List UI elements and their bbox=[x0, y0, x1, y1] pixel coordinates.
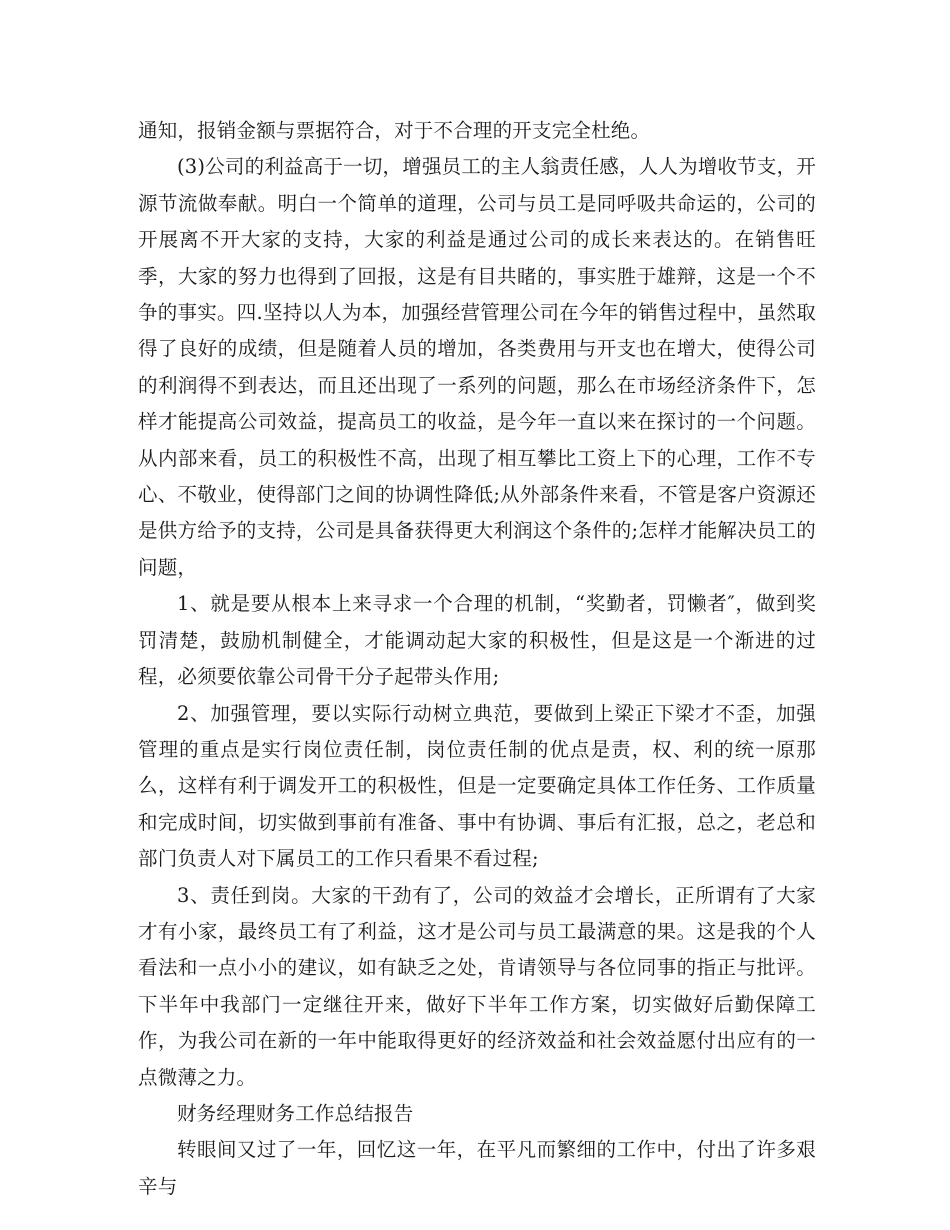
paragraph-notice-continuation: 通知，报销金额与票据符合，对于不合理的开支完全杜绝。 bbox=[138, 119, 651, 142]
paragraph-report-opening: 转眼间又过了一年，回忆这一年，在平凡而繁细的工作中，付出了许多艰辛与 bbox=[138, 1138, 816, 1198]
document-body bbox=[138, 113, 816, 1205]
paragraph-item-3-responsibility: 3、责任到岗。大家的干劲有了，公司的效益才会增长，正所谓有了大家才有小家，最终员工有了利益，这才是公司与员工最满意的果。这是我的个人看法和一点小小的建议，如有缺乏之处，肯请领导与各位同事的指正与批评。下半年中我部门一定继往开来，做好下半年工作方案，切实做好后勤保障工作，为我公司在新的一年中能取得更好的经济效益和社会效益愿付出应有的一点微薄之力。 bbox=[138, 883, 816, 1089]
paragraph-company-interest: (3)公司的利益高于一切，增强员工的主人翁责任感，人人为增收节支，开源节流做奉献。明白一个简单的道理，公司与员工是同呼吸共命运的，公司的开展离不开大家的支持，大家的利益是通过公司的成长来表达的。在销售旺季，大家的努力也得到了回报，这是有目共睹的，事实胜于雄辩，这是一个不争的事实。四.坚持以人为本，加强经营管理公司在今年的销售过程中，虽然取得了良好的成绩，但是随着人员的增加，各类费用与开支也在增大，使得公司的利润得不到表达，而且还出现了一系列的问题，那么在市场经济条件下，怎样才能提高公司效益，提高员工的收益，是今年一直以来在探讨的一个问题。从内部来看，员工的积极性不高，出现了相互攀比工资上下的心理，工作不专心、不敬业，使得部门之间的协调性降低;从外部条件来看，不管是客户资源还是供方给予的支持，公司是具备获得更大利润这个条件的;怎样才能解决员工的问题， bbox=[138, 155, 816, 579]
section-heading-finance-report: 财务经理财务工作总结报告 bbox=[177, 1101, 414, 1125]
paragraph-item-1-mechanism: 1、就是要从根本上来寻求一个合理的机制，“奖勤者，罚懒者″，做到奖罚清楚，鼓励机制健全，才能调动起大家的积极性，但是这是一个渐进的过程，必须要依靠公司骨干分子起带头作用; bbox=[138, 592, 816, 689]
paragraph-item-2-management: 2、加强管理，要以实际行动树立典范，要做到上梁正下梁才不歪，加强管理的重点是实行岗位责任制，岗位责任制的优点是责，权、利的统一原那么，这样有利于调发开工的积极性，但是一定要确定具体工作任务、工作质量和完成时间，切实做到事前有准备、事中有协调、事后有汇报，总之，老总和部门负责人对下属员工的工作只看果不看过程; bbox=[138, 701, 816, 871]
